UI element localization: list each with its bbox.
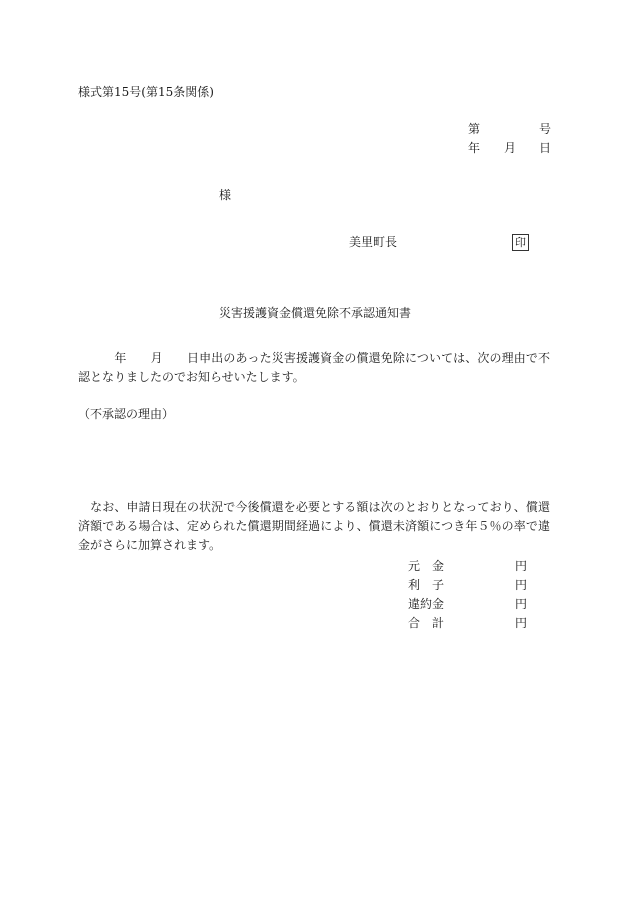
amount-label: 元 金 xyxy=(408,559,445,573)
body-line: 年 月 日申出のあった災害援護資金の償還免除については、次の理由で不 xyxy=(114,351,550,365)
reason-label: （不承認の理由） xyxy=(78,407,175,421)
seal-stamp-box: 印 xyxy=(512,234,529,251)
document-number-suffix: 号 xyxy=(539,122,552,136)
amount-unit: 円 xyxy=(515,597,528,611)
amount-label: 違約金 xyxy=(408,597,445,611)
date-day: 日 xyxy=(539,141,552,155)
addressee-honorific: 様 xyxy=(219,188,232,202)
sender-name: 美里町長 xyxy=(349,235,398,249)
notice-line: 済額である場合は、定められた償還期間経過により、償還未済額につき年５％の率で違 xyxy=(78,519,550,533)
document-title: 災害援護資金償還免除不承認通知書 xyxy=(219,306,412,320)
amount-unit: 円 xyxy=(515,578,528,592)
amount-unit: 円 xyxy=(515,616,528,630)
document-number-prefix: 第 xyxy=(468,122,481,136)
body-line: 認となりましたのでお知らせいたします。 xyxy=(78,370,305,384)
notice-line: なお、申請日現在の状況で今後償還を必要とする額は次のとおりとなっており、償還 xyxy=(90,500,550,514)
date-year: 年 xyxy=(468,141,481,155)
form-number-label: 様式第15号(第15条関係) xyxy=(78,85,214,99)
amount-label: 合 計 xyxy=(408,616,445,630)
amount-unit: 円 xyxy=(515,559,528,573)
notice-line: 金がさらに加算されます。 xyxy=(78,538,222,552)
date-month: 月 xyxy=(504,141,517,155)
amount-label: 利 子 xyxy=(408,578,445,592)
